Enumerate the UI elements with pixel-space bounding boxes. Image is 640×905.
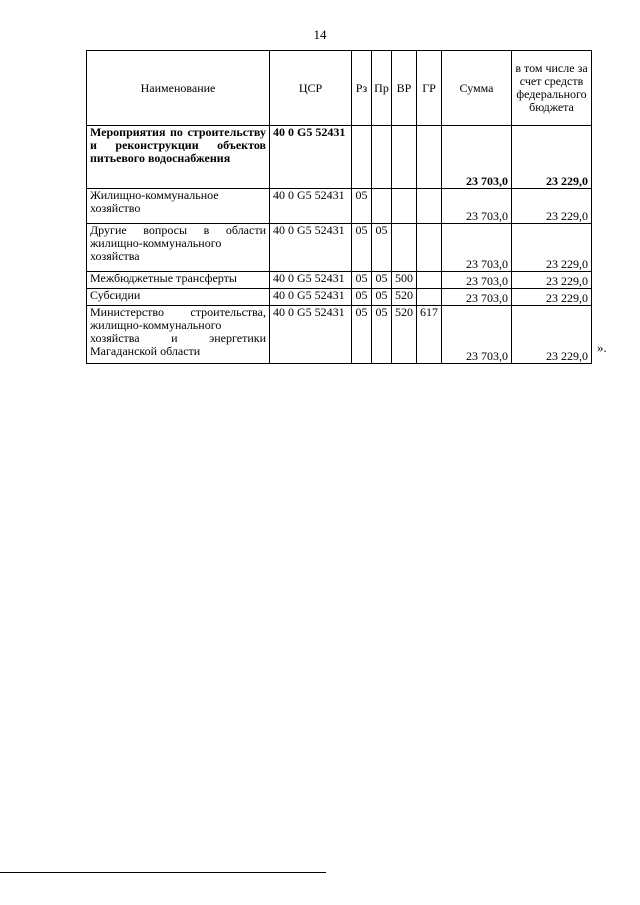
header-csr: ЦСР — [270, 51, 352, 126]
cell-name: Жилищно-коммунальное хозяйство — [87, 189, 270, 224]
cell-federal: 23 229,0 — [512, 189, 592, 224]
cell-name: Другие вопросы в области жилищно-коммунального хозяйства — [87, 224, 270, 272]
table-header-row — [87, 51, 592, 126]
cell-federal: 23 229,0 — [512, 126, 592, 189]
cell-pr: 05 — [372, 306, 392, 364]
cell-rz: 05 — [352, 306, 372, 364]
cell-gr — [417, 189, 442, 224]
cell-vr: 500 — [392, 272, 417, 289]
cell-csr: 40 0 G5 52431 — [270, 272, 352, 289]
cell-sum: 23 703,0 — [442, 224, 512, 272]
cell-federal: 23 229,0 — [512, 272, 592, 289]
header-pr: Пр — [372, 51, 392, 126]
cell-name: Министерство строительства, жилищно-коммунального хозяйства и энергетики Магаданской области — [87, 306, 270, 364]
cell-csr: 40 0 G5 52431 — [270, 306, 352, 364]
cell-gr — [417, 126, 442, 189]
table-row — [87, 224, 592, 272]
cell-federal: 23 229,0 — [512, 306, 592, 364]
cell-vr: 520 — [392, 289, 417, 306]
table-row — [87, 189, 592, 224]
cell-gr — [417, 224, 442, 272]
cell-vr — [392, 224, 417, 272]
cell-csr: 40 0 G5 52431 — [270, 289, 352, 306]
footer-divider — [0, 872, 326, 873]
cell-pr: 05 — [372, 289, 392, 306]
cell-rz: 05 — [352, 272, 372, 289]
table-row — [87, 289, 592, 306]
cell-pr — [372, 126, 392, 189]
cell-sum: 23 703,0 — [442, 126, 512, 189]
table-row — [87, 126, 592, 189]
cell-pr: 05 — [372, 224, 392, 272]
cell-sum: 23 703,0 — [442, 306, 512, 364]
cell-rz — [352, 126, 372, 189]
header-sum: Сумма — [442, 51, 512, 126]
cell-federal: 23 229,0 — [512, 289, 592, 306]
table-body — [87, 126, 592, 364]
header-vr: ВР — [392, 51, 417, 126]
cell-vr — [392, 126, 417, 189]
cell-csr: 40 0 G5 52431 — [270, 126, 352, 189]
cell-rz: 05 — [352, 224, 372, 272]
cell-gr: 617 — [417, 306, 442, 364]
cell-gr — [417, 289, 442, 306]
cell-sum: 23 703,0 — [442, 272, 512, 289]
cell-name: Субсидии — [87, 289, 270, 306]
header-gr: ГР — [417, 51, 442, 126]
header-name: Наименование — [87, 51, 270, 126]
cell-pr — [372, 189, 392, 224]
cell-vr — [392, 189, 417, 224]
cell-sum: 23 703,0 — [442, 289, 512, 306]
cell-federal: 23 229,0 — [512, 224, 592, 272]
cell-csr: 40 0 G5 52431 — [270, 224, 352, 272]
cell-rz: 05 — [352, 289, 372, 306]
header-federal: в том числе за счет средств федерального бюджета — [512, 51, 592, 126]
cell-sum: 23 703,0 — [442, 189, 512, 224]
cell-rz: 05 — [352, 189, 372, 224]
cell-csr: 40 0 G5 52431 — [270, 189, 352, 224]
closing-quote: ». — [597, 340, 607, 355]
table-row — [87, 272, 592, 289]
cell-vr: 520 — [392, 306, 417, 364]
cell-name: Мероприятия по строительству и реконструкции объектов питьевого водоснабжения — [87, 126, 270, 189]
cell-gr — [417, 272, 442, 289]
page-number: 14 — [313, 27, 327, 42]
cell-name: Межбюджетные трансферты — [87, 272, 270, 289]
table-row — [87, 306, 592, 364]
header-rz: Рз — [352, 51, 372, 126]
budget-table — [86, 50, 592, 364]
cell-pr: 05 — [372, 272, 392, 289]
